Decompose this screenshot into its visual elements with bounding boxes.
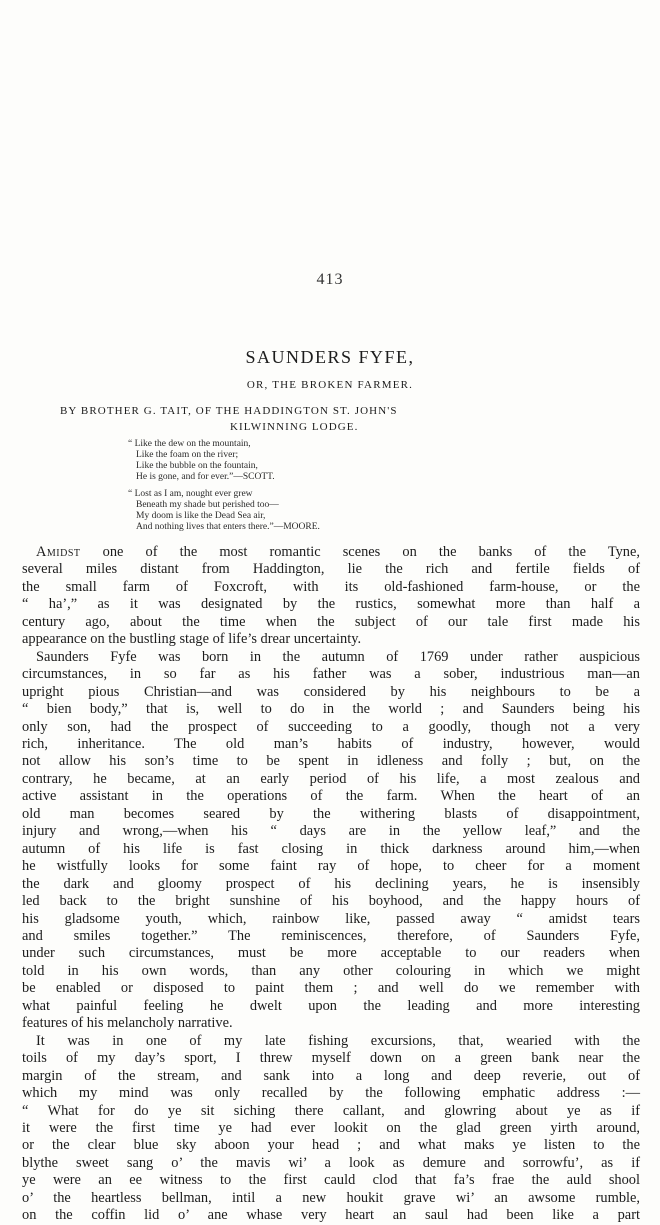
body-line: what painful feeling he dwelt upon the leading and more interesting — [22, 997, 640, 1014]
epigraph-line: “ Like the dew on the mountain, — [128, 439, 251, 449]
author-byline — [60, 403, 620, 435]
body-line: injury and wrong,—when his “ days are in the yellow leaf,” and the — [22, 823, 640, 840]
body-line: several miles distant from Haddington, lie the rich and fertile fields of — [22, 561, 640, 578]
body-line: “ ha’,” as it was designated by the rustics, somewhat more than half a — [22, 596, 640, 613]
body-line: only son, had the prospect of succeeding to a goodly, though not a very — [22, 718, 640, 735]
body-line: “ What for do ye sit siching there callant, and glowring about ye as if — [22, 1102, 640, 1119]
body-line: “ bien body,” that is, well to do in the world ; and Saunders being his — [22, 701, 640, 718]
body-line: It was in one of my late fishing excursions, that, wearied with the — [36, 1032, 640, 1049]
body-line: margin of the stream, and sank into a long and deep reverie, out of — [22, 1067, 640, 1084]
byline-line-1: BY BROTHER G. TAIT, OF THE HADDINGTON ST. JOHN'S — [60, 405, 398, 417]
byline-line-2: KILWINNING LODGE. — [230, 421, 359, 433]
story-subtitle: OR, THE BROKEN FARMER. — [246, 379, 414, 391]
body-line: rich, inheritance. The old man’s habits of industry, however, would — [22, 735, 640, 752]
body-line: o’ the heartless bellman, intil a new houkit grave wi’ an awsome rumble, — [22, 1189, 640, 1206]
body-line: one of the most romantic scenes on the banks of the Tyne, — [80, 544, 640, 560]
body-line: or the clear blue sky aboon your head ; and what maks ye listen to the — [22, 1137, 640, 1154]
epigraph-line: And nothing lives that enters there.”—MOORE. — [136, 522, 320, 532]
body-line: blythe sweet sang o’ the mavis wi’ a look as demure and sorrowfu’, as if — [22, 1154, 640, 1171]
epigraph-line: Like the foam on the river; — [136, 450, 239, 460]
story-title: SAUNDERS FYFE, — [245, 347, 415, 367]
body-line: told in his own words, than any other colouring in which we might — [22, 962, 640, 979]
body-line: active assistant in the operations of the farm. When the heart of an — [22, 788, 640, 805]
body-line: be enabled or disposed to paint them ; and well do we remember with — [22, 980, 640, 997]
body-line: autumn of his life is fast closing in thick darkness around him,—when — [22, 840, 640, 857]
epigraph-line: “ Lost as I am, nought ever grew — [128, 489, 253, 499]
body-line: led back to the bright sunshine of his boyhood, and the happy hours of — [22, 893, 640, 910]
body-line: upright pious Christian—and was considered by his neighbours to be a — [22, 683, 640, 700]
body-line: under such circumstances, must be more acceptable to our readers when — [22, 945, 640, 962]
body-line: the dark and gloomy prospect of his declining years, he is insensibly — [22, 875, 640, 892]
body-line: features of his melancholy narrative. — [22, 1015, 233, 1032]
body-line: circumstances, in so far as his father was a sober, industrious man—an — [22, 666, 640, 683]
body-line: and smiles together.” The reminiscences, therefore, of Saunders Fyfe, — [22, 927, 640, 944]
body-line: the small farm of Foxcroft, with its old-fashioned farm-house, or the — [22, 578, 640, 595]
body-line-first — [22, 544, 640, 561]
epigraph-line: Like the bubble on the fountain, — [136, 461, 258, 471]
body-line: which my mind was only recalled by the following emphatic address :— — [22, 1085, 640, 1102]
body-line: not allow his son’s time to be spent in idleness and folly ; but, on the — [22, 753, 640, 770]
body-line: it were the first time ye had ever lookit on the glad green yirth around, — [22, 1119, 640, 1136]
body-line: Saunders Fyfe was born in the autumn of 1769 under rather auspicious — [36, 648, 640, 665]
opening-word: Amidst — [36, 544, 81, 560]
epigraph-line: Beneath my shade but perished too— — [136, 500, 279, 510]
body-line: appearance on the bustling stage of life’s drear uncertainty. — [22, 631, 362, 648]
body-line: old man becomes seared by the withering blasts of disappointment, — [22, 805, 640, 822]
body-line: on the coffin lid o’ ane whase very heart an saul had been like a part — [22, 1207, 640, 1224]
story-body — [22, 544, 640, 1225]
body-line: toils of my day’s sport, I threw myself down on a green bank near the — [22, 1050, 640, 1067]
body-line: he wistfully looks for some faint ray of hope, to cheer for a moment — [22, 858, 640, 875]
epigraph-moore — [128, 489, 448, 533]
body-line: century ago, about the time when the subject of our tale first made his — [22, 613, 640, 630]
body-line: ye were an ee witness to the first cauld clod that fa’s frae the auld shool — [22, 1172, 640, 1189]
body-line: contrary, he became, at an early period of his life, a most zealous and — [22, 770, 640, 787]
epigraph-scott — [128, 439, 448, 483]
body-line: his gladsome youth, which, rainbow like, passed away “ amidst tears — [22, 910, 640, 927]
epigraph-line: My doom is like the Dead Sea air, — [136, 511, 266, 521]
page-number: 413 — [316, 271, 344, 288]
epigraph-line: He is gone, and for ever.”—SCOTT. — [136, 472, 275, 482]
